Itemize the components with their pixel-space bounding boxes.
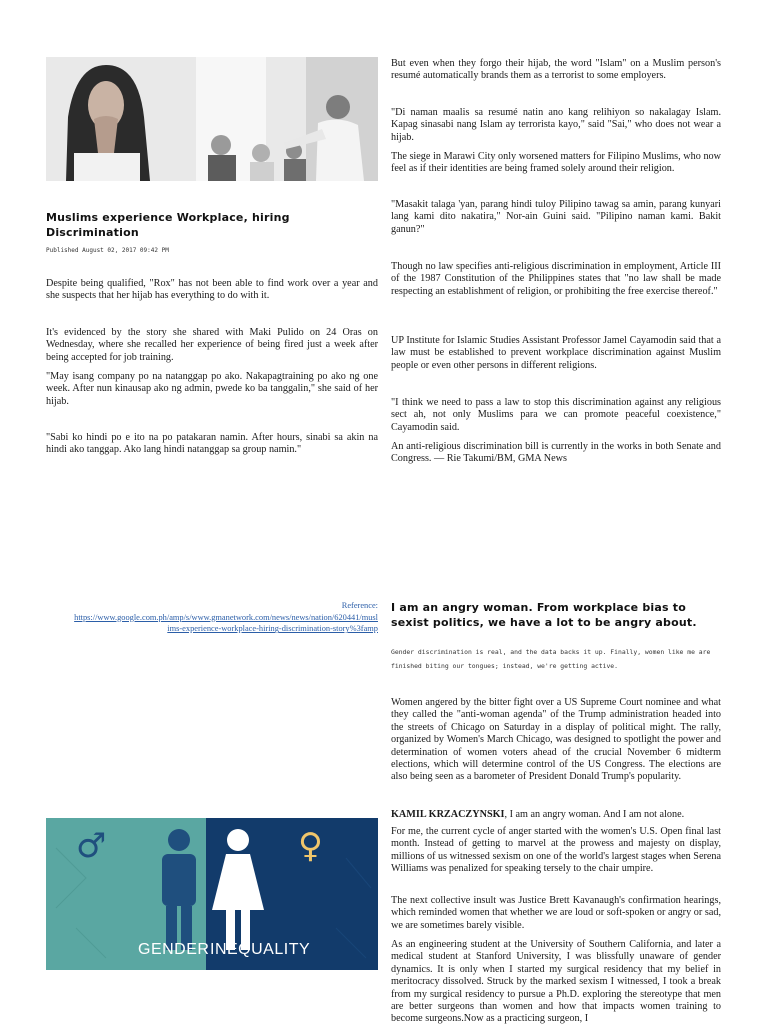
article-2-paragraph-3: As an engineering student at the University of Southern California, and later a medical student at Stanford University, I was blissfully unaware of gender dynamics. It is only when I started my surgical residency that my belief in meritocracy dissolved. Struck by the marked sexism I witnessed, I took a break from my surgical residency to pursue a Ph.D. exploring the stereotype that men are better surgeons than women and how that impacts women training to become surgeons.Now as a practicing surgeon, I <box>391 939 721 1025</box>
gender-inequality-image <box>46 818 378 970</box>
article-2-intro: Women angered by the bitter fight over a US Supreme Court nominee and what they called the "anti-woman agenda" of the Trump administration headed into the streets of Chicago on Saturday in a display of political might. The rally, organized by Women's March Chicago, was designed to spotlight the power and determination of women voters ahead of the crucial November 6 midterm elections, which will determine control of the US Congress. The elections are also being seen as a barometer of President Donald Trump's popularity. <box>391 697 721 783</box>
article-2-subtitle-line-2: finished biting our tongues; instead, we're getting active. <box>391 662 619 670</box>
male-symbol-icon: ♂ <box>76 826 107 866</box>
article-2-title: I am an angry woman. From workplace bias to sexist politics, we have a lot to be angry about. <box>391 601 697 629</box>
left-paragraph-3: "May isang company po na natanggap po ako. Nakapagtraining po ako ng one week. After nun kinausap ako ng admin, pwede ko ba tanggalin," she said of her hijab. <box>46 371 378 407</box>
byline-name: KAMIL KRZACZYNSKI <box>391 809 505 820</box>
inequality-word: INEQUALITY <box>210 941 311 958</box>
article-2-paragraph-1: For me, the current cycle of anger started with the women's U.S. Open final last month. Instead of getting to marvel at the prowess and majesty on display, millions of us witnessed sexism on one of the world's largest stages when Serena Williams was penalized for speaking tersely to the chair umpire. <box>391 826 721 875</box>
right-paragraph-6: UP Institute for Islamic Studies Assistant Professor Jamel Cayamodin said that a law must be established to prevent workplace discrimination against Muslim people or even other persons in different religions. <box>391 335 721 371</box>
reference-label: Reference: <box>341 601 378 610</box>
reference-url-line-2[interactable]: ims-experience-workplace-hiring-discrimination-story%3famp <box>167 624 378 634</box>
right-paragraph-3: The siege in Marawi City only worsened matters for Filipino Muslims, who now feel as if their identities are being framed solely around their religion. <box>391 151 721 175</box>
right-paragraph-1: But even when they forgo their hijab, the word "Islam" on a Muslim person's resumé automatically brands them as a terrorist to some employers. <box>391 58 721 82</box>
right-paragraph-8: An anti-religious discrimination bill is currently in the works in both Senate and Congress. — Rie Takumi/BM, GMA News <box>391 441 721 465</box>
left-paragraph-1: Despite being qualified, "Rox" has not been able to find work over a year and she suspects that her hijab has everything to do with it. <box>46 278 378 302</box>
article-title: Muslims experience Workplace, hiring Discrimination <box>46 211 290 239</box>
article-2-subtitle-line-1: Gender discrimination is real, and the data backs it up. Finally, women like me are <box>391 648 711 656</box>
reference-block <box>46 600 378 635</box>
female-symbol-icon: ♀ <box>298 826 323 866</box>
workplace-photo <box>46 57 378 181</box>
right-paragraph-5: Though no law specifies anti-religious discrimination in employment, Article III of the 1987 Constitution of the Philippines states that "no law shall be made respecting an establishment of religion, or prohibiting the free exercise thereof." <box>391 261 721 297</box>
photo-illustration <box>46 57 378 181</box>
right-paragraph-4: "Masakit talaga 'yan, parang hindi tuloy Pilipino tawag sa amin, parang kunyari lang kami dito nakatira," Nor-ain Guini said. "Pilipino naman kami. Bakit ganun?" <box>391 199 721 235</box>
left-paragraph-4: "Sabi ko hindi po e ito na po patakaran namin. After hours, sinabi sa akin na hindi ako tanggap. Ako lang hindi natanggap sa group namin." <box>46 432 378 456</box>
right-paragraph-2: "Di naman maalis sa resumé natin ano kang relihiyon so nakalagay Islam. Kapag sinasabi nang Islam ay terrorista kayo," said "Sai," who does not wear a hijab. <box>391 107 721 143</box>
byline-text: , I am an angry woman. And I am not alone. <box>504 809 685 820</box>
reference-link[interactable] <box>74 613 378 634</box>
published-date: Published August 02, 2017 09:42 PM <box>46 247 169 254</box>
reference-url-line-1[interactable]: https://www.google.com.ph/amp/s/www.gmanetwork.com/news/news/nation/620441/musl <box>74 612 378 622</box>
article-2-byline <box>391 809 721 821</box>
right-paragraph-7: "I think we need to pass a law to stop this discrimination against any religious sect ah, not only Muslims para we can promote peaceful coexistence," Cayamodin said. <box>391 397 721 433</box>
gender-word: GENDER <box>138 941 210 958</box>
article-2-paragraph-2: The next collective insult was Justice Brett Kavanaugh's confirmation hearings, which reminded women that whether we are loud or soft-spoken or angry or sad, we are sometimes barely visible. <box>391 895 721 931</box>
left-paragraph-2: It's evidenced by the story she shared with Maki Pulido on 24 Oras on Wednesday, where she recalled her experience of being fired just a week after being accepted for job training. <box>46 327 378 363</box>
